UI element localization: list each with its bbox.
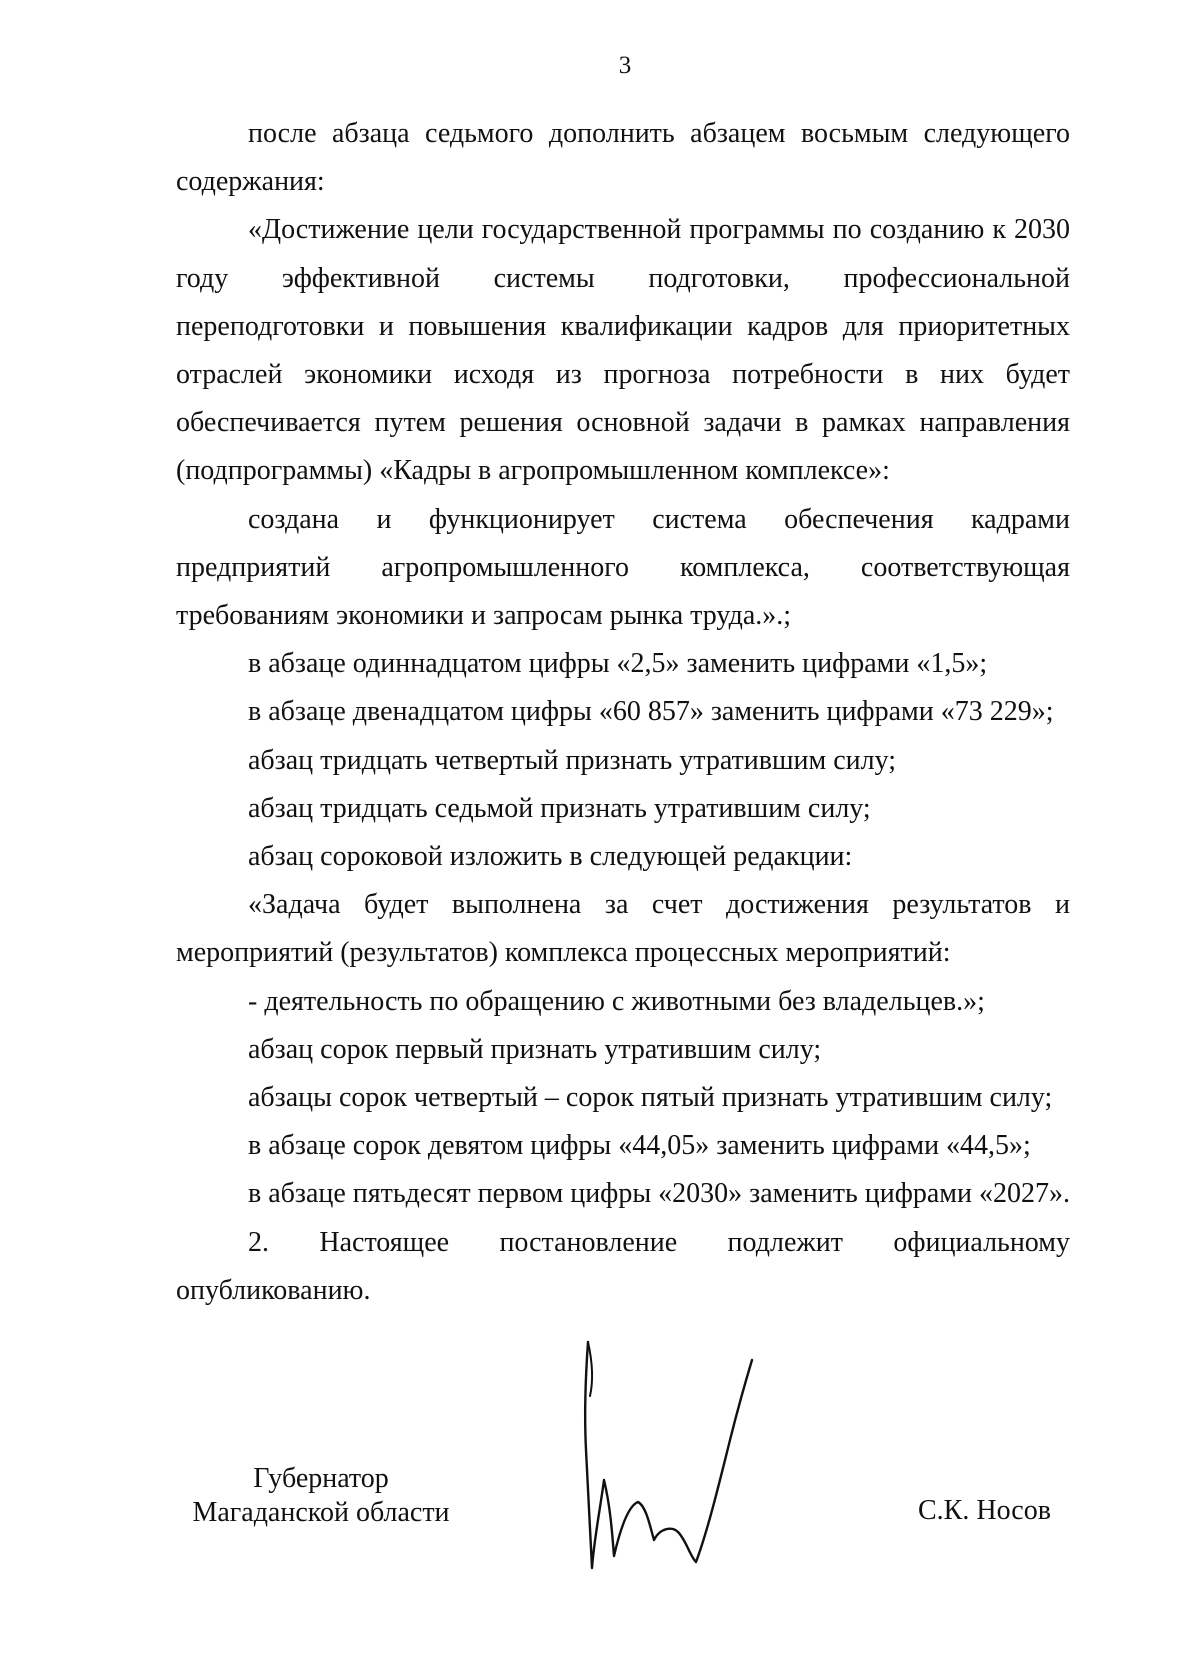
paragraph-6: абзац тридцать четвертый признать утратившим силу; <box>248 744 897 776</box>
paragraph-10: - деятельность по обращению с животными без владельцев.»; <box>248 985 985 1017</box>
paragraph-11: абзац сорок первый признать утратившим силу; <box>248 1033 822 1065</box>
signatory-name: С.К. Носов <box>918 1495 1051 1526</box>
signatory-region: Магаданской области <box>192 1497 450 1528</box>
paragraph-7: абзац тридцать седьмой признать утратившим силу; <box>248 792 871 824</box>
handwritten-signature <box>580 1330 780 1580</box>
paragraph-3: создана и функционирует система обеспечения кадрами предприятий агропромышленного комплекса, соответствующая требованиям экономики и запросам рынка труда.».; <box>176 503 1070 632</box>
paragraph-5: в абзаце двенадцатом цифры «60 857» заменить цифрами «73 229»; <box>248 696 1054 728</box>
paragraph-2: «Достижение цели государственной программы по созданию к 2030 году эффективной системы подготовки, профессиональной переподготовки и повышения квалификации кадров для приоритетных отраслей экономики исходя из прогноза потребности в них будет обеспечивается путем решения основной задачи в рамках направления (подпрограммы) «Кадры в агропромышленном комплексе»: <box>176 214 1070 487</box>
page-number: 3 <box>618 52 632 79</box>
paragraph-8: абзац сороковой изложить в следующей редакции: <box>248 841 853 873</box>
paragraph-13: в абзаце сорок девятом цифры «44,05» заменить цифрами «44,5»; <box>248 1130 1031 1162</box>
document-body <box>176 110 1070 1315</box>
paragraph-14: в абзаце пятьдесят первом цифры «2030» заменить цифрами «2027». <box>248 1178 1070 1210</box>
paragraph-9: «Задача будет выполнена за счет достижения результатов и мероприятий (результатов) комплекса процессных мероприятий: <box>176 889 1070 969</box>
paragraph-12: абзацы сорок четвертый – сорок пятый признать утратившим силу; <box>248 1082 1053 1114</box>
paragraph-4: в абзаце одиннадцатом цифры «2,5» заменить цифрами «1,5»; <box>248 648 988 680</box>
signatory-title <box>176 1462 466 1530</box>
signatory-position: Губернатор <box>253 1463 389 1494</box>
paragraph-15: 2. Настоящее постановление подлежит официальному опубликованию. <box>176 1226 1070 1306</box>
paragraph-1: после абзаца седьмого дополнить абзацем восьмым следующего содержания: <box>176 118 1070 198</box>
